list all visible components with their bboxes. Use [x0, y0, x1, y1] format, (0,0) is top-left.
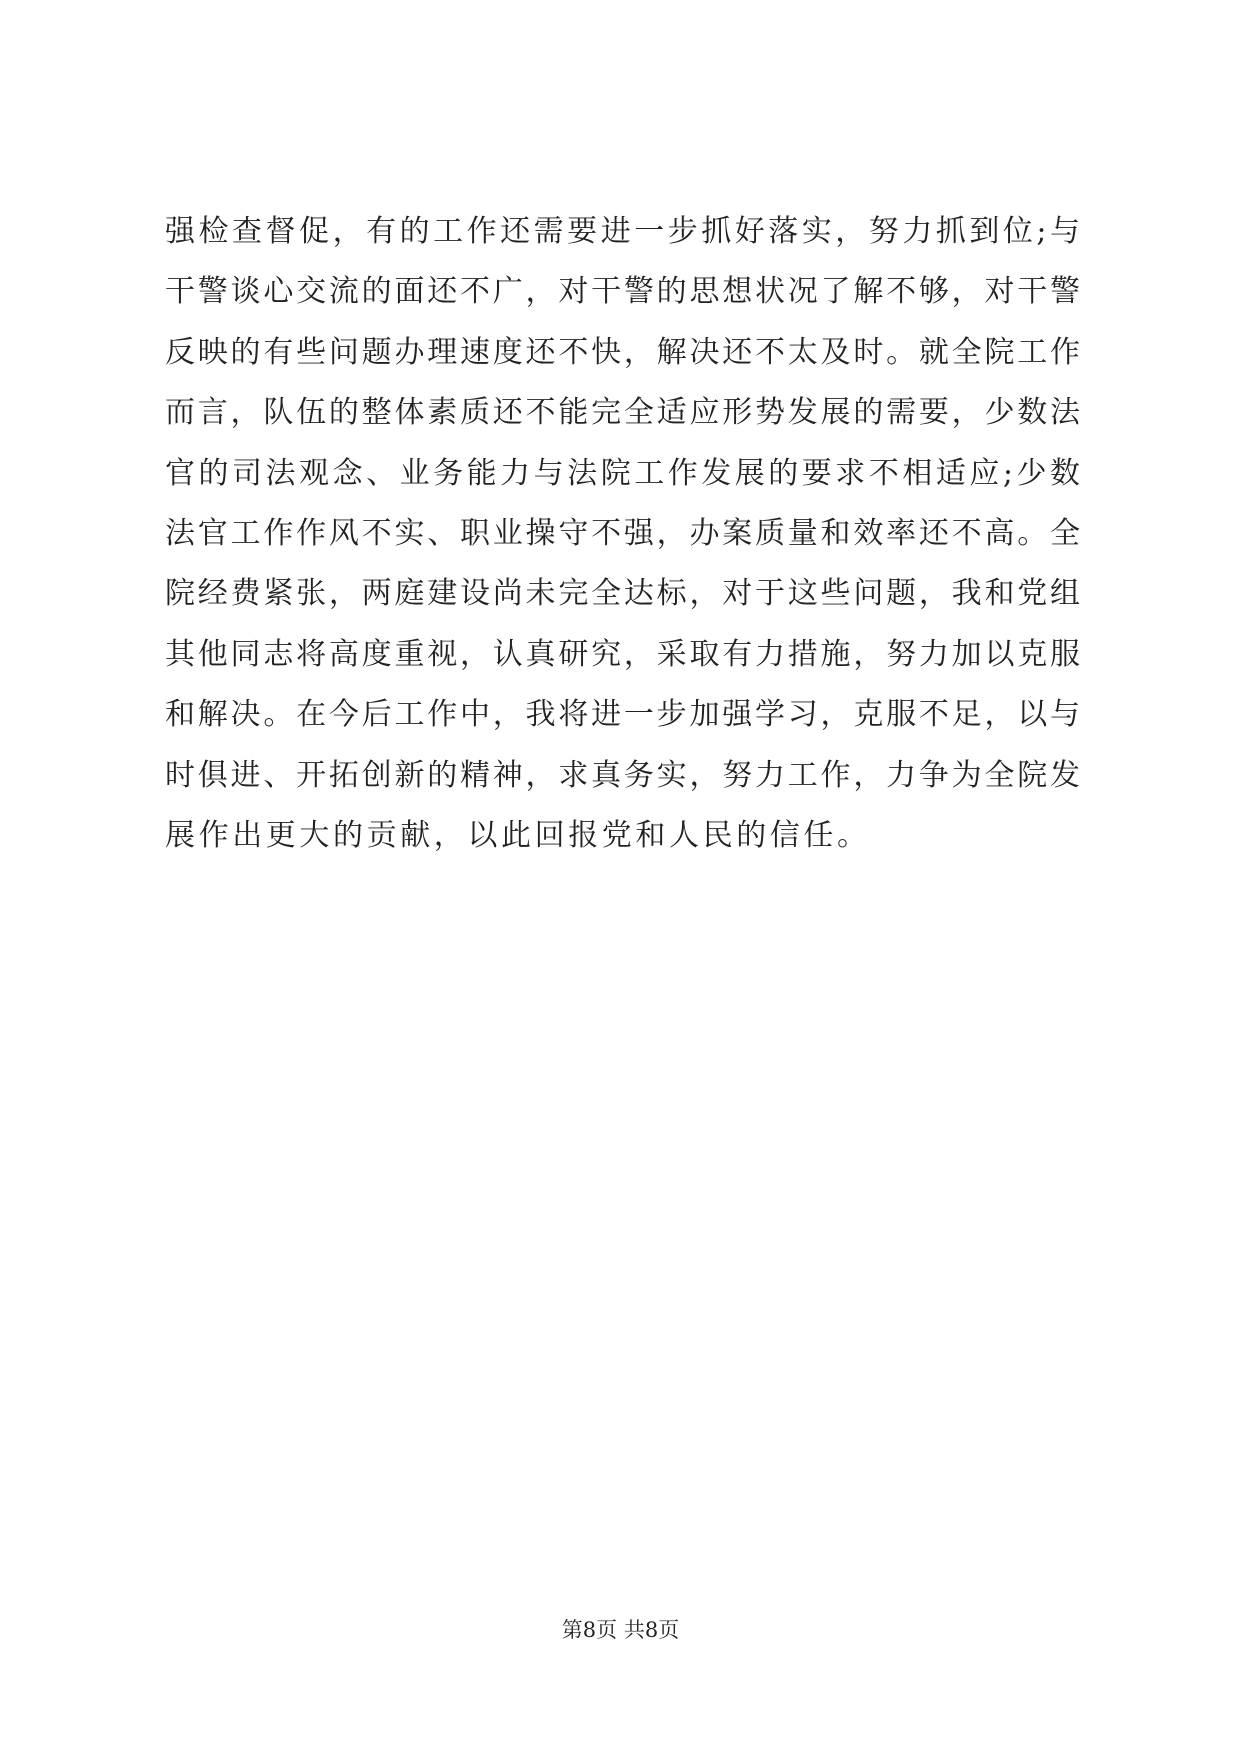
paragraph-line: 法官工作作风不实、职业操守不强，办案质量和效率还不高。全	[165, 515, 1080, 551]
page-footer: 第8页 共8页	[561, 1618, 680, 1642]
paragraph-line: 而言，队伍的整体素质还不能完全适应形势发展的需要，少数法	[165, 395, 1080, 431]
paragraph-line: 官的司法观念、业务能力与法院工作发展的要求不相适应;少数	[165, 455, 1080, 491]
body-paragraph	[165, 202, 1080, 866]
paragraph-line: 强检查督促，有的工作还需要进一步抓好落实，努力抓到位;与	[165, 214, 1080, 249]
paragraph-line: 时俱进、开拓创新的精神，求真务实，努力工作，力争为全院发	[165, 757, 1080, 793]
paragraph-line: 干警谈心交流的面还不广，对干警的思想状况了解不够，对干警	[165, 274, 1080, 310]
paragraph-line: 院经费紧张，两庭建设尚未完全达标，对于这些问题，我和党组	[165, 576, 1080, 612]
paragraph-line: 其他同志将高度重视，认真研究，采取有力措施，努力加以克服	[165, 636, 1080, 672]
paragraph-line: 和解决。在今后工作中，我将进一步加强学习，克服不足，以与	[165, 697, 1080, 733]
paragraph-line: 展作出更大的贡献，以此回报党和人民的信任。	[165, 817, 871, 853]
paragraph-line: 反映的有些问题办理速度还不快，解决还不太及时。就全院工作	[165, 334, 1080, 370]
